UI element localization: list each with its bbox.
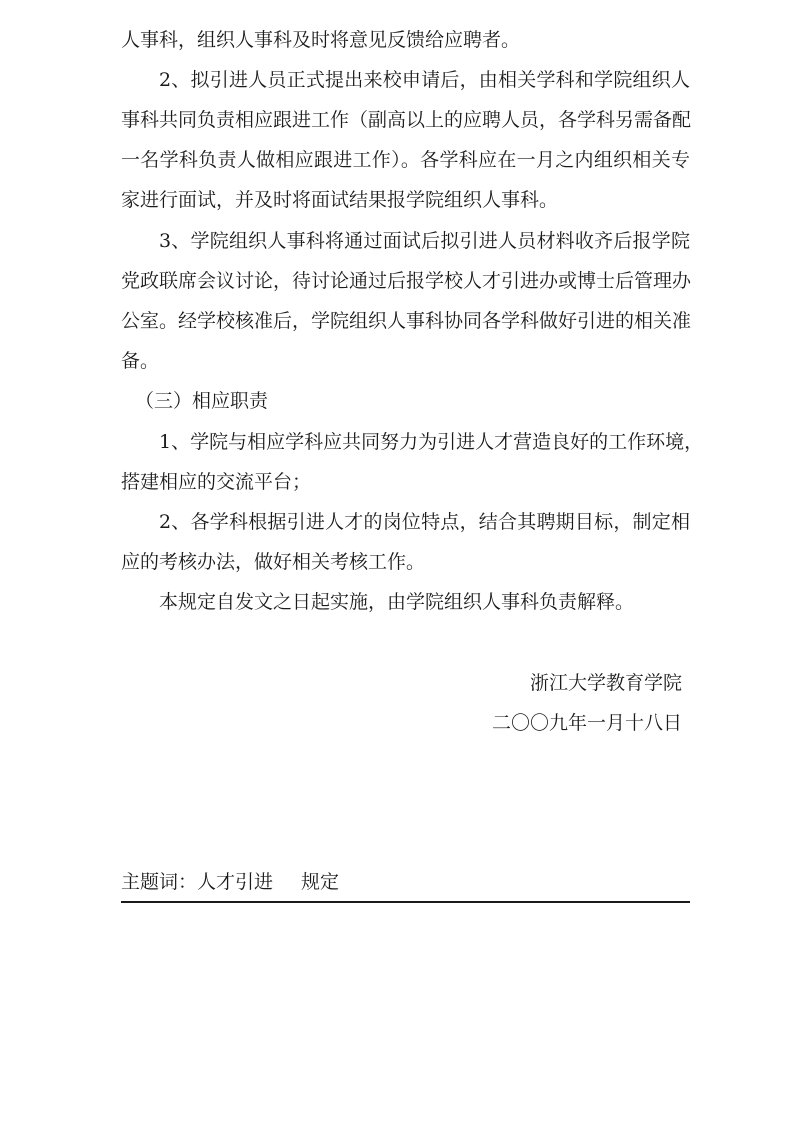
section-heading: （三）相应职责 <box>135 390 269 412</box>
body-line: 3、学院组织人事科将通过面试后拟引进人员材料收齐后报学院 <box>159 230 690 252</box>
body-line: 人事科，组织人事科及时将意见反馈给应聘者。 <box>121 29 521 51</box>
body-line: 本规定自发文之日起实施，由学院组织人事科负责解释。 <box>159 591 635 613</box>
keyword: 人才引进 <box>197 871 274 893</box>
keywords-line <box>121 870 339 894</box>
body-line: 一名学科负责人做相应跟进工作）。各学科应在一月之内组织相关专 <box>121 149 690 171</box>
signature-organization: 浙江大学教育学院 <box>530 672 683 694</box>
body-line: 党政联席会议讨论，待讨论通过后报学校人才引进办或博士后管理办 <box>121 270 692 292</box>
body-line: 公室。经学校核准后，学院组织人事科协同各学科做好引进的相关准 <box>121 310 692 332</box>
body-line: 2、拟引进人员正式提出来校申请后，由相关学科和学院组织人 <box>159 69 690 91</box>
keyword: 规定 <box>301 871 340 893</box>
body-line: 应的考核办法，做好相关考核工作。 <box>121 551 426 573</box>
keywords-label: 主题词： <box>121 871 198 893</box>
signature-date: 二〇〇九年一月十八日 <box>492 712 683 734</box>
body-line: 备。 <box>121 350 160 372</box>
body-line: 搭建相应的交流平台； <box>121 471 312 493</box>
keywords-underline <box>121 901 690 903</box>
body-line: 2、各学科根据引进人才的岗位特点，结合其聘期目标，制定相 <box>159 511 690 533</box>
body-line: 1、学院与相应学科应共同努力为引进人才营造良好的工作环境， <box>159 431 704 453</box>
body-line: 家进行面试，并及时将面试结果报学院组织人事科。 <box>121 189 559 211</box>
body-line: 事科共同负责相应跟进工作（副高以上的应聘人员，各学科另需备配 <box>121 109 692 131</box>
